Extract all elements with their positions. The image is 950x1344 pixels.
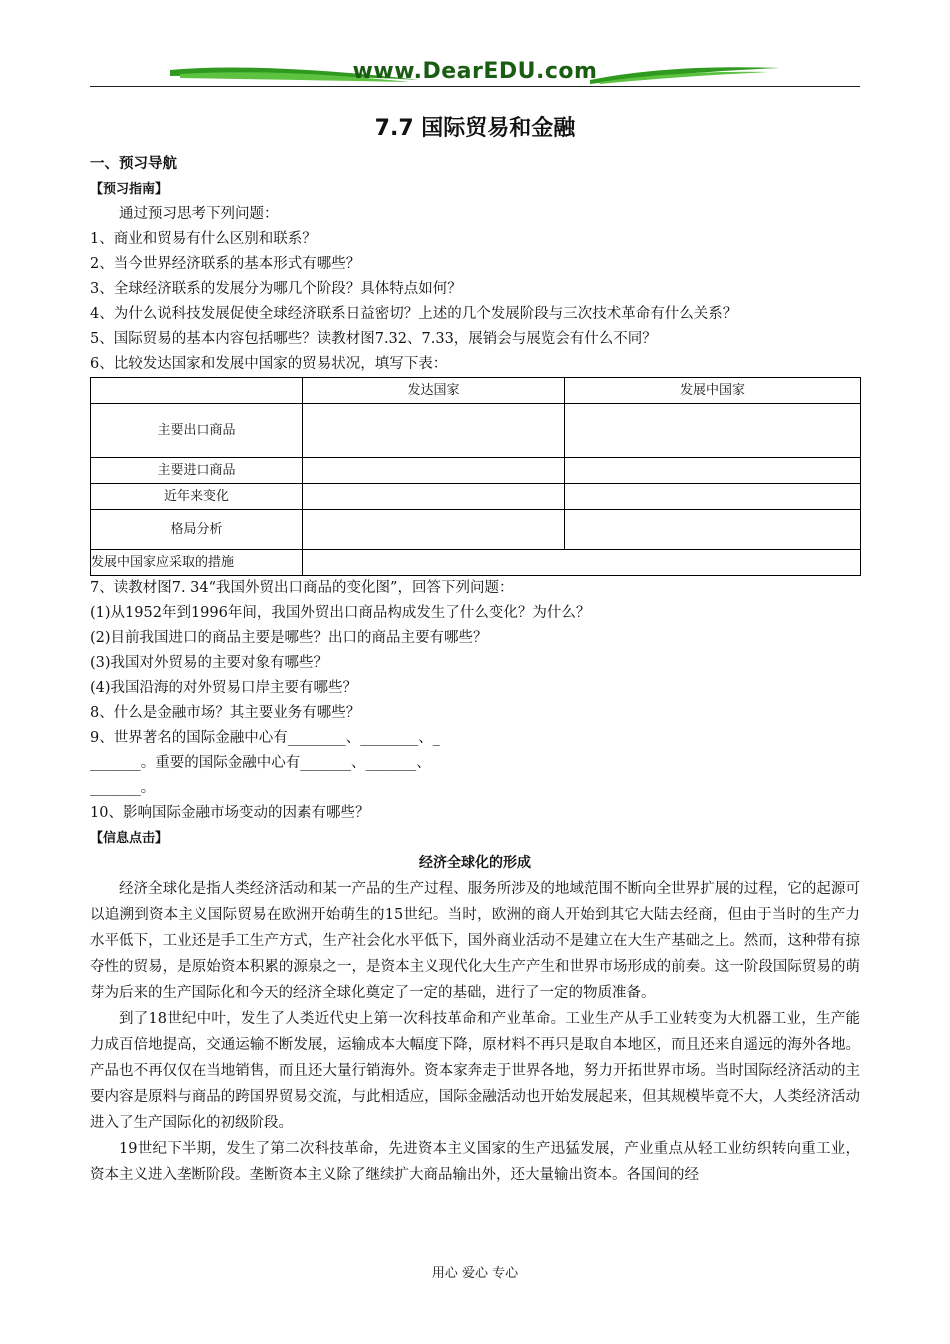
answer-cell[interactable] [565,458,861,484]
answer-cell[interactable] [303,550,861,576]
header-rule [90,86,860,87]
question-3: 3、全球经济联系的发展分为哪几个阶段？具体特点如何？ [90,281,462,297]
row-label-imports: 主要进口商品 [91,458,303,484]
info-tag: 【信息点击】 [90,831,169,846]
intro-text: 通过预习思考下列问题： [119,206,279,222]
article-paragraph: 19世纪下半期，发生了第二次科技革命，先进资本主义国家的生产迅猛发展，产业重点从轻工业纺织转向重工业，资本主义进入垄断阶段。垄断资本主义除了继续扩大商品输出外，还大量输出资本。各国间的经 [90,1141,860,1183]
article-title: 经济全球化的形成 [419,855,531,871]
answer-cell[interactable] [303,484,565,510]
document-body [90,152,860,1183]
answer-cell[interactable] [303,510,565,550]
row-label-changes: 近年来变化 [91,484,303,510]
site-logo[interactable]: www.DearEDU.com [352,59,598,84]
answer-cell[interactable] [303,458,565,484]
answer-cell[interactable] [565,404,861,458]
table-header-developing: 发展中国家 [565,378,861,404]
question-9-end: _______。 [90,780,156,796]
row-label-measures: 发展中国家应采取的措施 [91,550,303,576]
question-7-3: (3)我国对外贸易的主要对象有哪些？ [90,655,329,671]
table-header-developed: 发达国家 [303,378,565,404]
question-7-4: (4)我国沿海的对外贸易口岸主要有哪些？ [90,680,358,696]
article-paragraph: 经济全球化是指人类经济活动和某一产品的生产过程、服务所涉及的地域范围不断向全世界扩展的过程，它的起源可以追溯到资本主义国际贸易在欧洲开始萌生的15世纪。当时，欧洲的商人开始到其它大陆去经商，但由于当时的生产力水平低下，工业还是手工生产方式，生产社会化水平低下，国外商业活动不是建立在大生产基础之上。然而，这种带有掠夺性的贸易，是原始资本积累的源泉之一，是资本主义现代化大生产产生和世界市场形成的前奏。这一阶段国际贸易的萌芽为后来的生产国际化和今天的经济全球化奠定了一定的基础，进行了一定的物质准备。 [90,881,860,1001]
answer-cell[interactable] [565,510,861,550]
answer-cell[interactable] [565,484,861,510]
page-title: 7.7 国际贸易和金融 [374,116,576,141]
site-header [90,58,860,90]
guide-tag: 【预习指南】 [90,182,169,197]
question-9-cont: _______。重要的国际金融中心有_______、_______、 [90,755,431,771]
question-7: 7、读教材图7. 34“我国外贸出口商品的变化图”，回答下列问题： [90,580,514,596]
question-2: 2、当今世界经济联系的基本形式有哪些？ [90,256,361,272]
page-footer: 用心 爱心 专心 [431,1266,519,1281]
section-heading: 一、预习导航 [90,156,177,172]
question-10: 10、影响国际金融市场变动的因素有哪些？ [90,805,370,821]
table-header-blank [91,378,303,404]
question-7-1: (1)从1952年到1996年间，我国外贸出口商品构成发生了什么变化？为什么？ [90,605,591,621]
comparison-table [90,377,861,576]
question-9: 9、世界著名的国际金融中心有________、________、_ [90,730,440,746]
question-6: 6、比较发达国家和发展中国家的贸易状况，填写下表： [90,356,448,372]
question-8: 8、什么是金融市场？其主要业务有哪些？ [90,705,361,721]
article-paragraph: 到了18世纪中叶，发生了人类近代史上第一次科技革命和产业革命。工业生产从手工业转变为大机器工业，生产能力成百倍地提高，交通运输不断发展，运输成本大幅度下降，原材料不再只是取自本地区，而且还来自遥远的海外各地。产品也不再仅仅在当地销售，而且还大量行销海外。资本家奔走于世界各地，努力开拓世界市场。当时国际经济活动的主要内容是原料与商品的跨国界贸易交流，与此相适应，国际金融活动也开始发展起来，但其规模毕竟不大，人类经济活动进入了生产国际化的初级阶段。 [90,1011,860,1131]
question-5: 5、国际贸易的基本内容包括哪些？读教材图7.32、7.33，展销会与展览会有什么不同？ [90,331,657,347]
right-swoosh-icon [590,60,780,86]
question-4: 4、为什么说科技发展促使全球经济联系日益密切？上述的几个发展阶段与三次技术革命有什么关系？ [90,306,738,322]
row-label-exports: 主要出口商品 [91,404,303,458]
question-1: 1、商业和贸易有什么区别和联系？ [90,231,317,247]
question-7-2: (2)目前我国进口的商品主要是哪些？出口的商品主要有哪些？ [90,630,488,646]
row-label-analysis: 格局分析 [91,510,303,550]
answer-cell[interactable] [303,404,565,458]
